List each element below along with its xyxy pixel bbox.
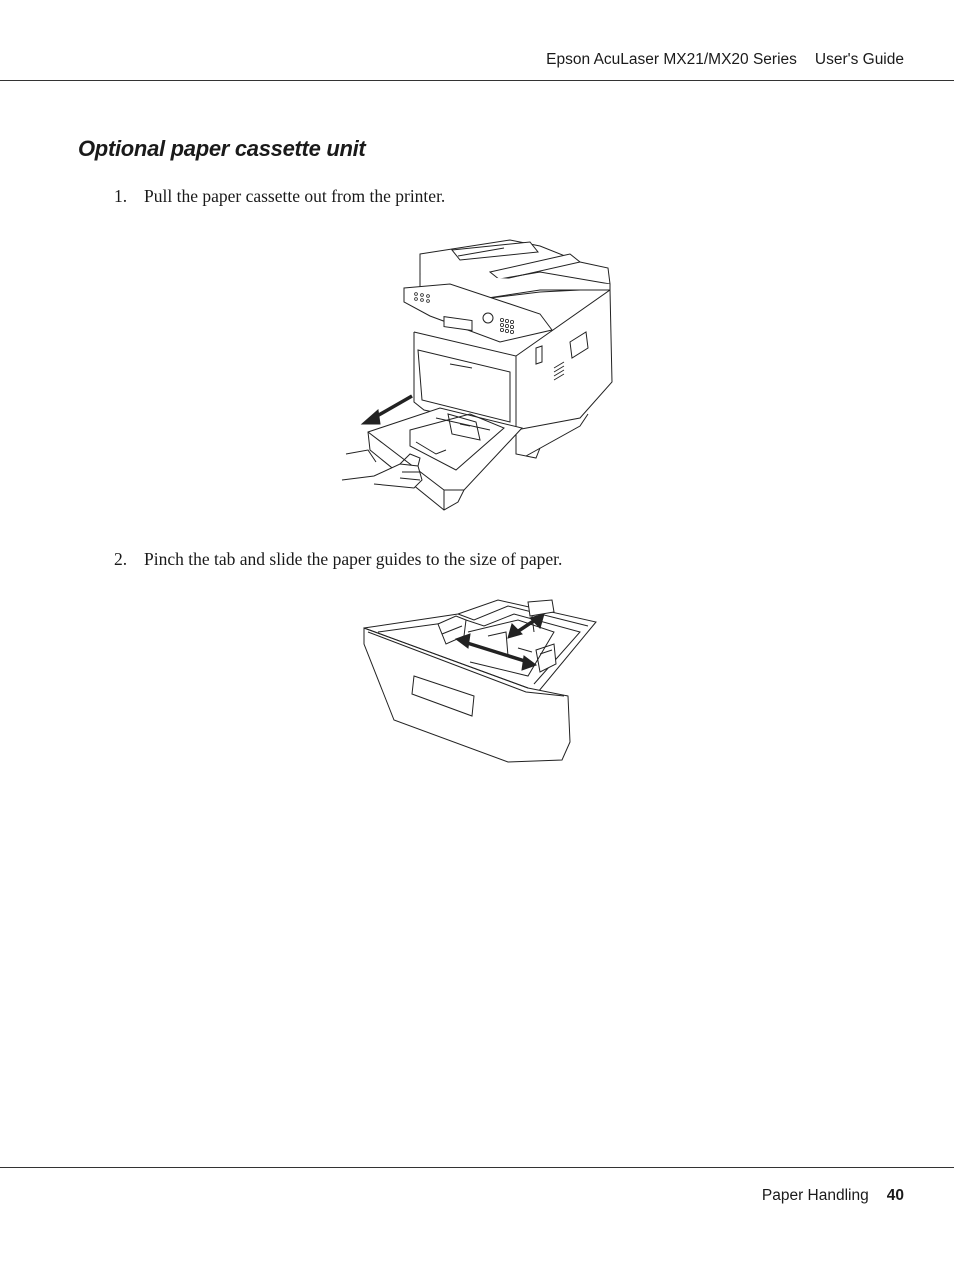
section-title: Optional paper cassette unit	[78, 136, 366, 161]
step-text: Pull the paper cassette out from the printer.	[144, 186, 446, 206]
cassette-paper-guides-illustration	[358, 592, 600, 766]
footer-rule	[0, 1167, 954, 1168]
footer-chapter: Paper Handling	[761, 1187, 869, 1204]
header-rule	[0, 80, 954, 81]
step-number: 2.	[114, 549, 128, 569]
step-1	[114, 186, 445, 207]
header-guide: User's Guide	[814, 51, 904, 68]
printer-pull-cassette-illustration	[340, 232, 615, 518]
running-header	[546, 51, 904, 69]
running-footer	[762, 1187, 904, 1205]
header-product: Epson AcuLaser MX21/MX20 Series	[546, 51, 797, 68]
page-number: 40	[886, 1187, 904, 1204]
step-2	[114, 549, 562, 570]
step-number: 1.	[114, 186, 128, 206]
step-text: Pinch the tab and slide the paper guides to the size of paper.	[144, 549, 563, 569]
